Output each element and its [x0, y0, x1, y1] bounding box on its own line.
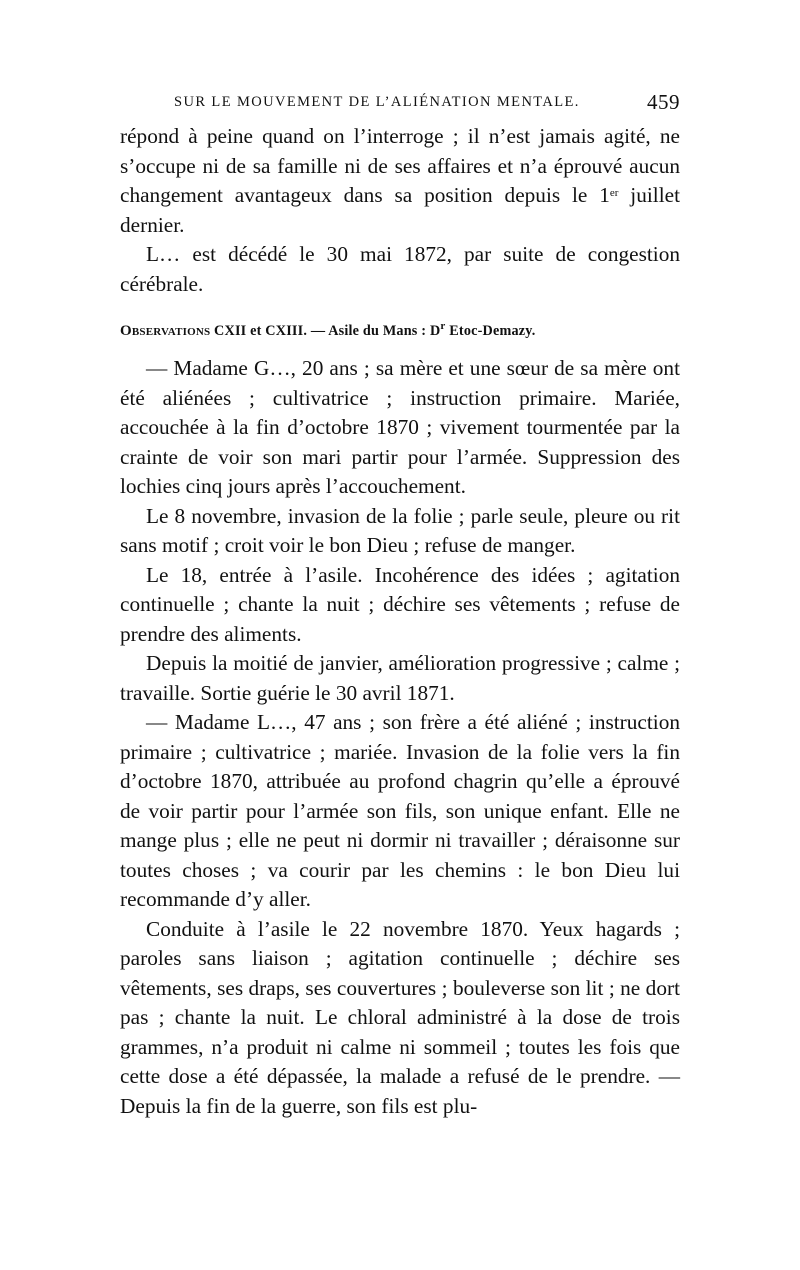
doctor-name: Etoc-Demazy. [445, 323, 536, 339]
continued-paragraph-end: juillet dernier. [120, 183, 680, 237]
page-number: 459 [647, 90, 680, 114]
ordinal-suffix: er [609, 187, 619, 199]
body-paragraph: — Madame G…, 20 ans ; sa mère et une sœur de sa mère ont été aliénées ; cultivatrice ; instruction primaire. Mariée, accouchée à la fin d’octobre 1870 ; vivement tourmentée par la crainte de voir son mari partir pour l’armée. Suppression des lochies cinq jours après l’accouchement. [120, 356, 680, 498]
ordinal-day: 1 [599, 183, 610, 207]
body-paragraph: Le 18, entrée à l’asile. Incohérence des idées ; agitation continuelle ; chante la nuit ; déchire ses vêtements ; refuse de prendre des aliments. [120, 562, 680, 646]
body-paragraph: Conduite à l’asile le 22 novembre 1870. Yeux hagards ; paroles sans liaison ; agitation continuelle ; déchire ses vêtements, ses draps, ses couvertures ; bouleverse son lit ; ne dort pas ; chante la nuit. Le chloral administré à la dose de trois grammes, n’a produit ni calme ni sommeil ; toutes les fois que cette dose a été dépassée, la malade a refusé de le prendre. — Depuis la fin de la guerre, son fils est plu- [120, 916, 680, 1118]
body-paragraph: Le 8 novembre, invasion de la folie ; parle seule, pleure ou rit sans motif ; croit voir le bon Dieu ; refuse de manger. [120, 503, 680, 557]
continued-paragraph [120, 122, 680, 240]
body-paragraph: Depuis la moitié de janvier, amélioration progressive ; calme ; travaille. Sortie guérie le 30 avril 1871. [120, 651, 680, 705]
section-heading-label: Observations [120, 323, 211, 339]
book-page [120, 92, 680, 1121]
body-paragraph: — Madame L…, 47 ans ; son frère a été aliéné ; instruction primaire ; cultivatrice ; mariée. Invasion de la folie vers la fin d’octobre 1870, attribuée au profond chagrin qu’elle a éprouvé de voir partir pour l’armée son fils, son unique enfant. Elle ne mange plus ; elle ne peut ni dormir ni travailler ; déraisonne sur toutes choses ; va courir par les chemins : le bon Dieu lui recommande d’y aller. [120, 710, 680, 911]
running-head [120, 92, 680, 116]
continued-paragraph-text: répond à peine quand on l’interroge ; il n’est jamais agité, ne s’occupe ni de sa famille ni de ses affaires et n’a éprouvé aucun changement avantageux dans sa position depuis le [120, 124, 680, 207]
section-heading [120, 320, 680, 340]
doctor-title-suffix: r [440, 320, 446, 332]
death-note-paragraph: L… est décédé le 30 mai 1872, par suite de congestion cérébrale. [120, 242, 680, 296]
running-head-title: SUR LE MOUVEMENT DE L’ALIÉNATION MENTALE. [174, 94, 580, 110]
section-heading-rest: CXII et CXIII. — Asile du Mans : D [210, 323, 441, 339]
page-text [120, 122, 680, 1121]
